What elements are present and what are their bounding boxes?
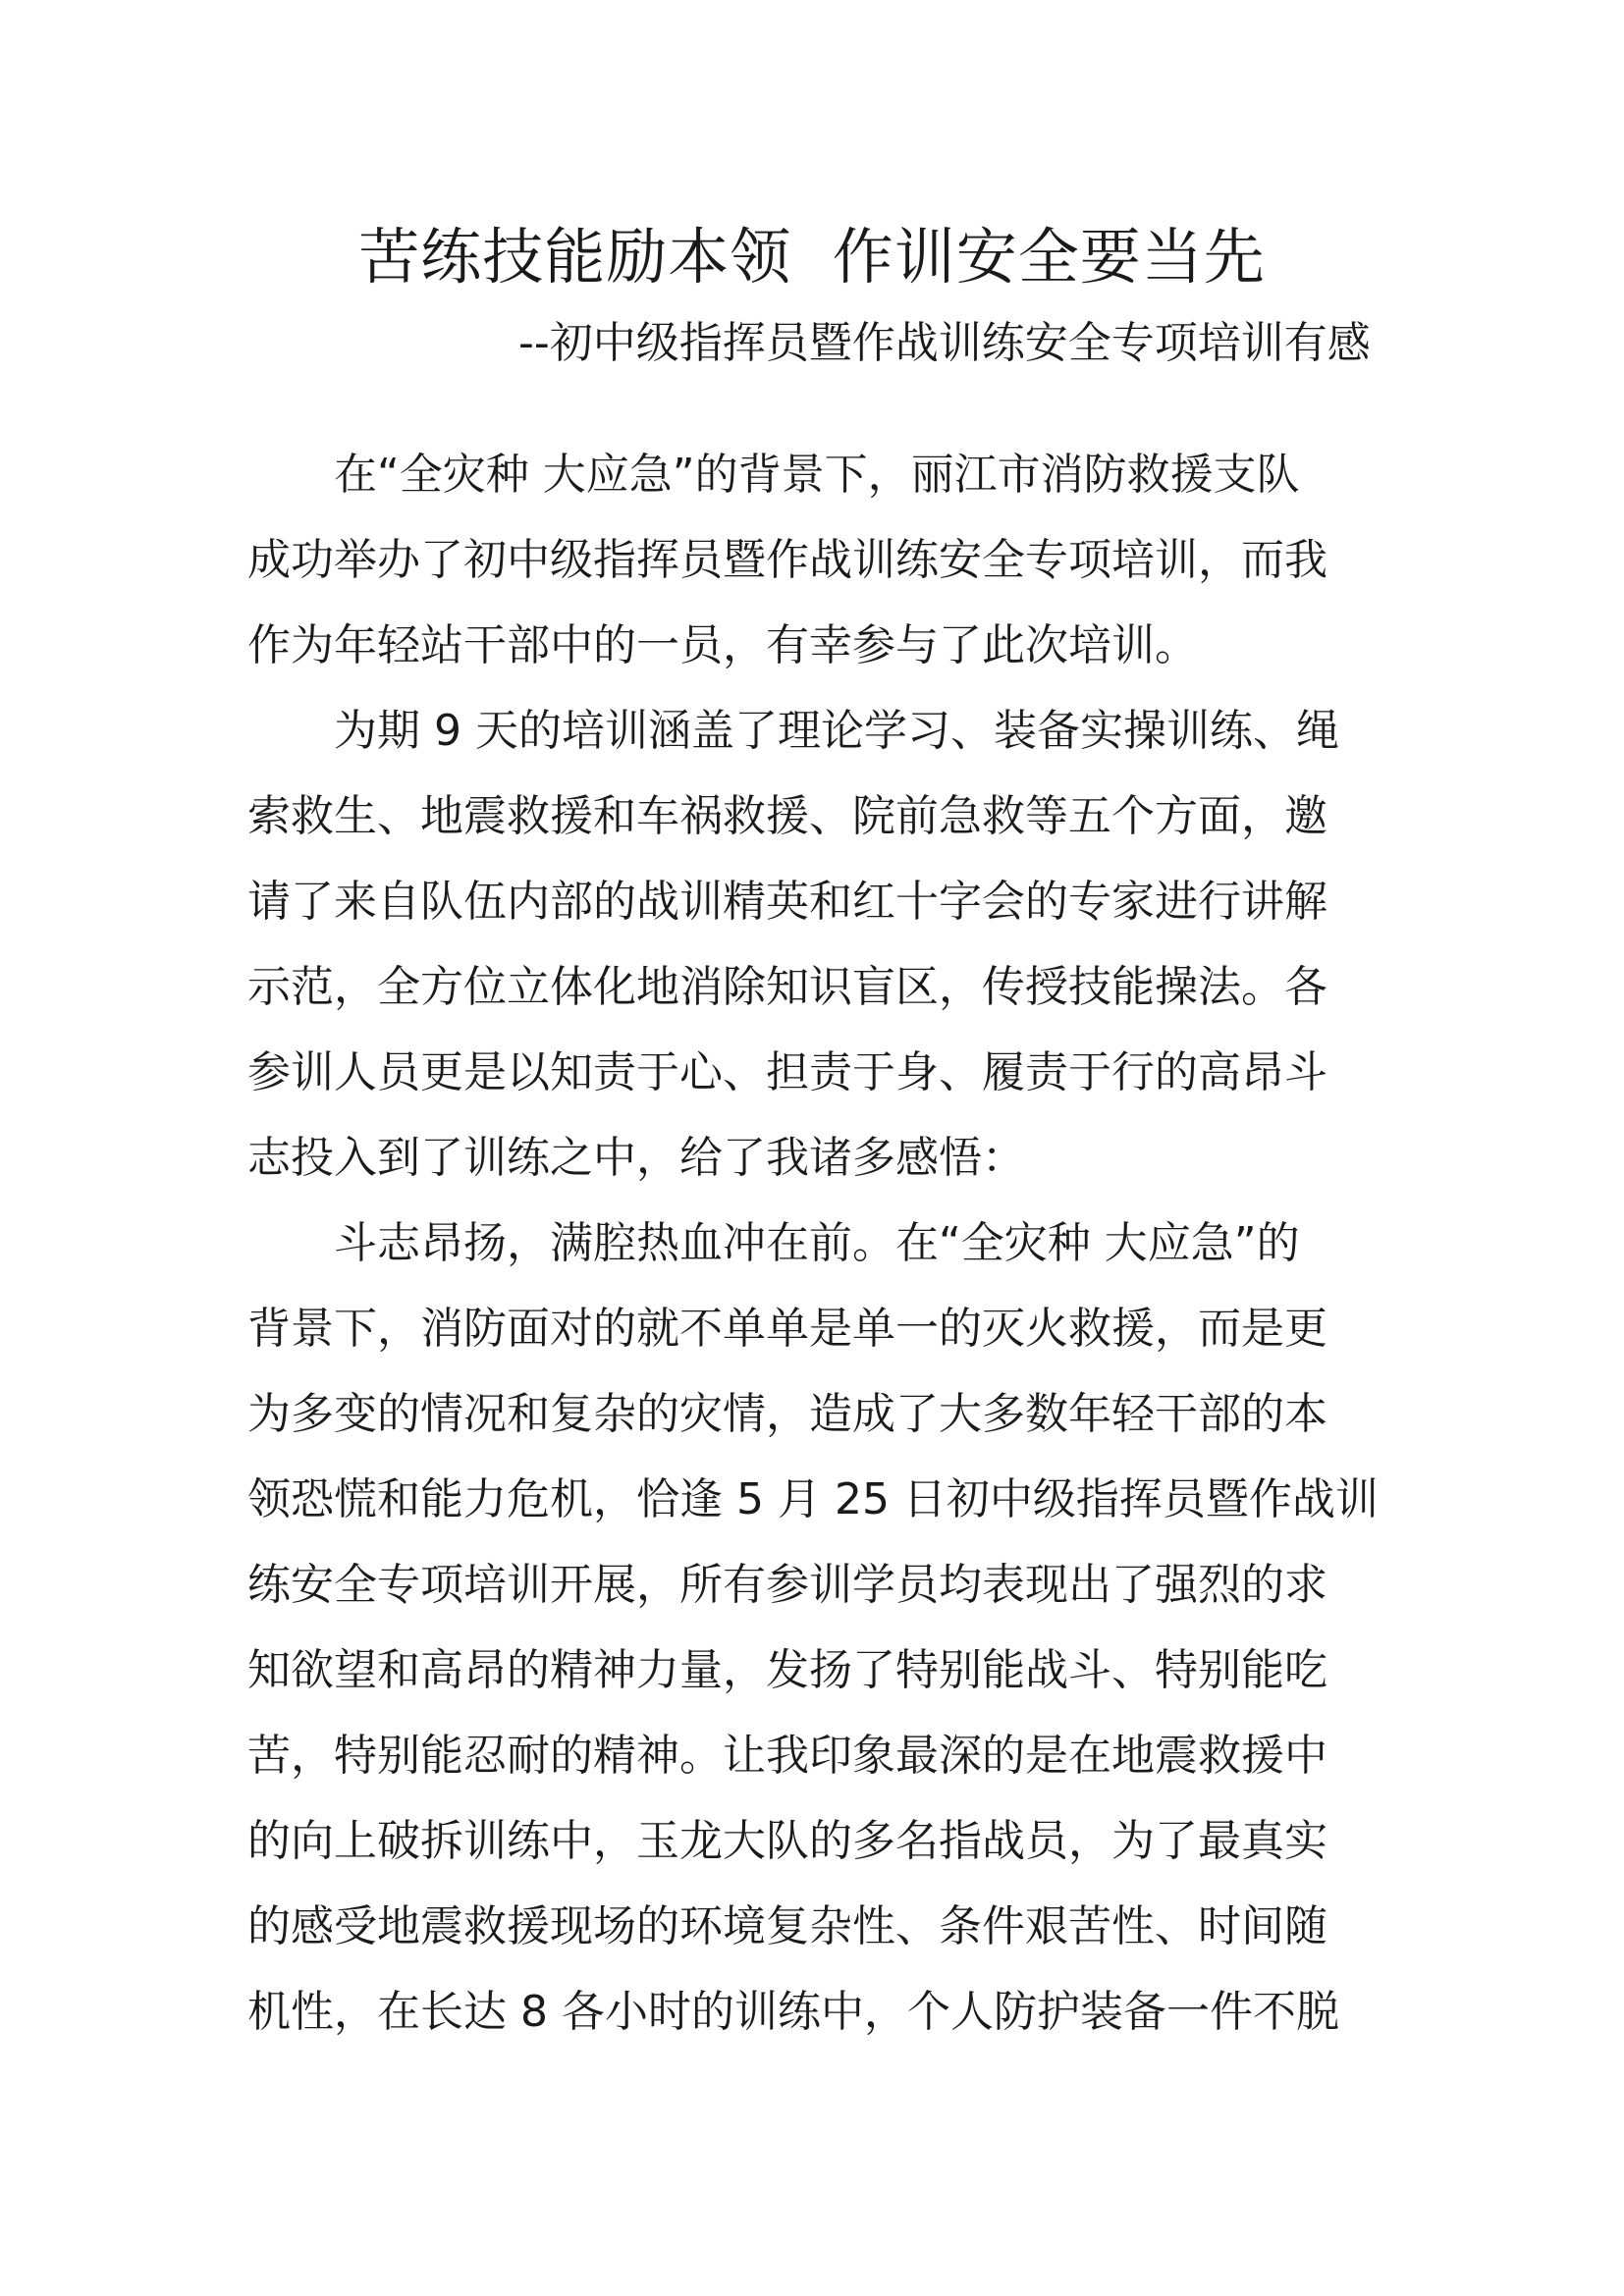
paragraph-line: 苦，特别能忍耐的精神。让我印象最深的是在地震救援中	[247, 1731, 1327, 1781]
paragraph-line: 领恐慌和能力危机，恰逢 5 月 25 日初中级指挥员暨作战训	[247, 1474, 1379, 1524]
paragraph-line: 斗志昂扬，满腔热血冲在前。在“全灾种 大应急”的	[334, 1218, 1300, 1268]
paragraph-line: 知欲望和高昂的精神力量，发扬了特别能战斗、特别能吃	[247, 1645, 1327, 1695]
paragraph-line: 为期 9 天的培训涵盖了理论学习、装备实操训练、绳	[334, 706, 1339, 756]
paragraph-line: 为多变的情况和复杂的灾情，造成了大多数年轻干部的本	[247, 1389, 1327, 1439]
paragraph-line: 背景下，消防面对的就不单单是单一的灭火救援，而是更	[247, 1304, 1327, 1354]
document-subtitle: --初中级指挥员暨作战训练安全专项培训有感	[518, 318, 1371, 368]
paragraph-line: 请了来自队伍内部的战训精英和红十字会的专家进行讲解	[247, 877, 1327, 927]
paragraph-line: 参训人员更是以知责于心、担责于身、履责于行的高昂斗	[247, 1047, 1327, 1097]
paragraph-line: 作为年轻站干部中的一员，有幸参与了此次培训。	[247, 620, 1198, 670]
paragraph-line: 的向上破拆训练中，玉龙大队的多名指战员，为了最真实	[247, 1816, 1327, 1866]
paragraph-line: 机性，在长达 8 各小时的训练中，个人防护装备一件不脱	[247, 1987, 1339, 2037]
document-title: 苦练技能励本领 作训安全要当先	[358, 221, 1266, 293]
paragraph-line: 志投入到了训练之中，给了我诸多感悟：	[247, 1133, 1025, 1183]
paragraph-line: 练安全专项培训开展，所有参训学员均表现出了强烈的求	[247, 1560, 1327, 1610]
paragraph-line: 在“全灾种 大应急”的背景下，丽江市消防救援支队	[334, 450, 1300, 500]
paragraph-line: 示范，全方位立体化地消除知识盲区，传授技能操法。各	[247, 962, 1327, 1012]
paragraph-line: 的感受地震救援现场的环境复杂性、条件艰苦性、时间随	[247, 1901, 1327, 1951]
paragraph-line: 索救生、地震救援和车祸救援、院前急救等五个方面，邀	[247, 791, 1327, 841]
paragraph-line: 成功举办了初中级指挥员暨作战训练安全专项培训，而我	[247, 535, 1327, 585]
